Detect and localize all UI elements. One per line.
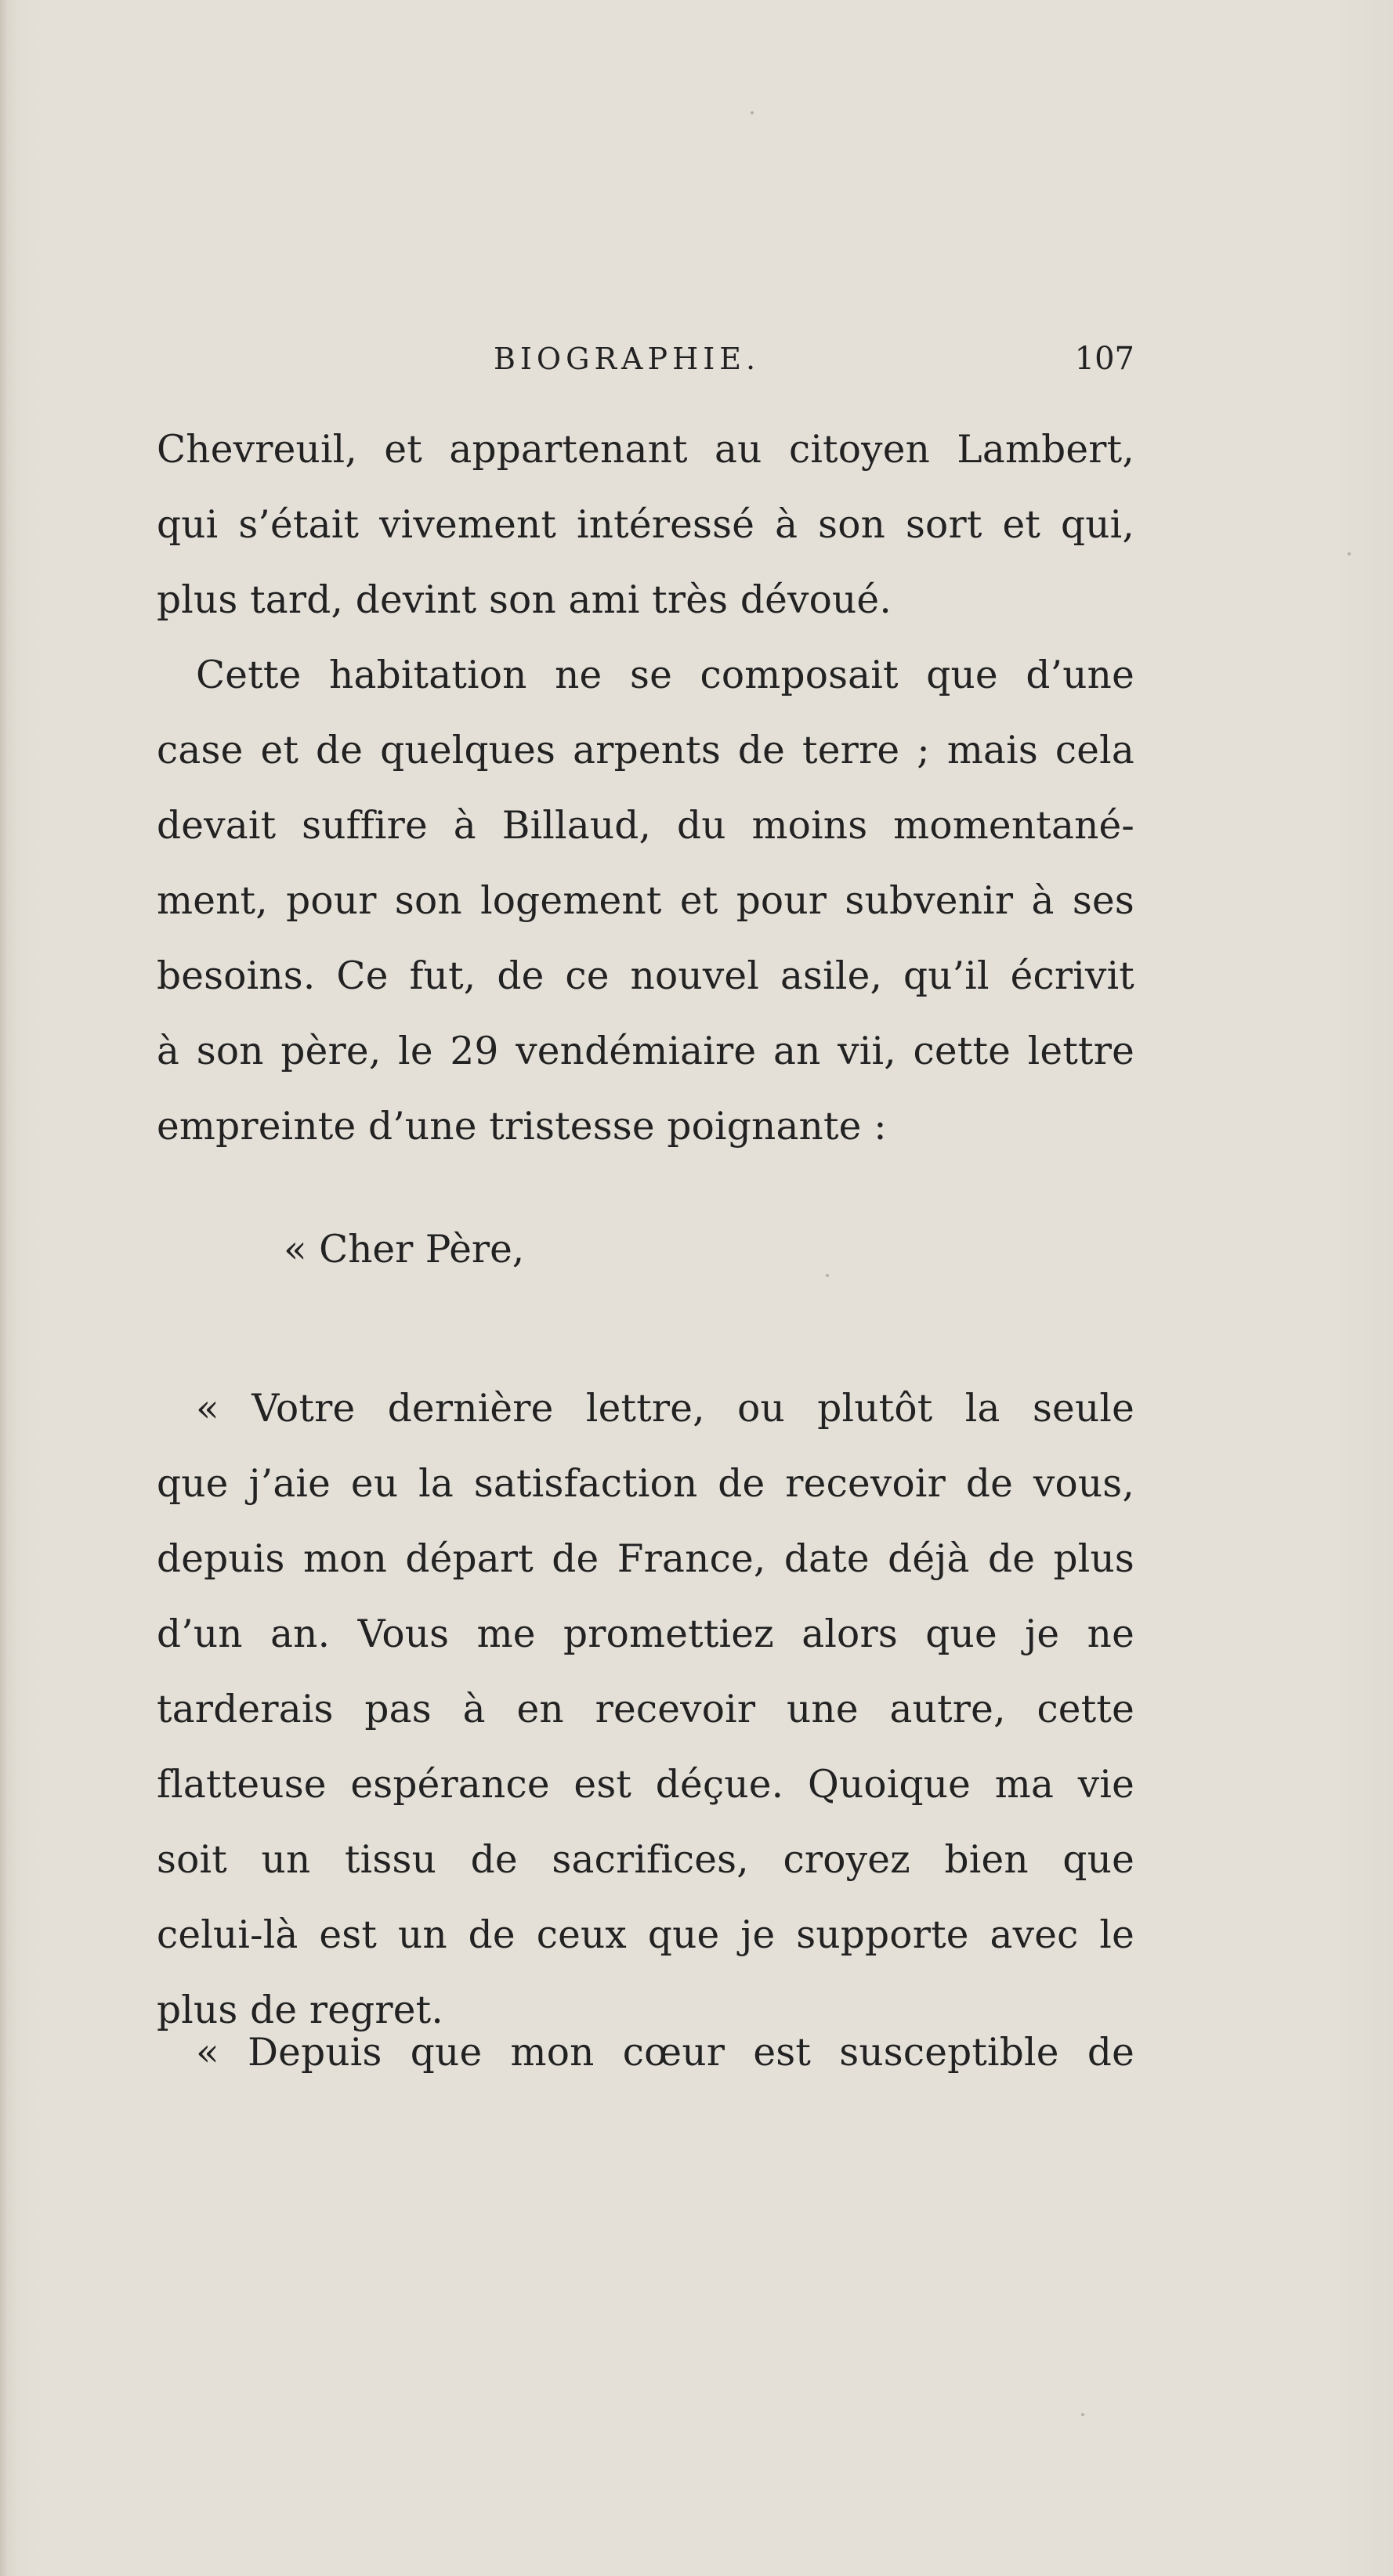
- letter-text: [157, 1371, 1134, 2048]
- running-head: BIOGRAPHIE.: [494, 342, 761, 376]
- text-line: qui s’était vivement intéressé à son sort et qui,: [157, 503, 1134, 547]
- page-edge: [0, 0, 8, 2576]
- text-line: case et de quelques arpents de terre ; mais cela: [157, 729, 1134, 772]
- paragraph: [157, 2015, 1134, 2090]
- paragraph: [157, 638, 1134, 1164]
- text-line: celui-là est un de ceux que je supporte avec le: [157, 1913, 1134, 1957]
- text-line: besoins. Ce fut, de ce nouvel asile, qu’il écrivit: [157, 954, 1134, 998]
- text-line: Cette habitation ne se composait que d’une: [196, 653, 1134, 697]
- body-text: [157, 412, 1134, 1164]
- text-line: « Depuis que mon cœur est susceptible de: [196, 2031, 1134, 2075]
- letter-text: [157, 2015, 1134, 2090]
- text-line: devait suffire à Billaud, du moins momentané-: [157, 804, 1134, 848]
- text-line: « Votre dernière lettre, ou plutôt la seule: [196, 1387, 1134, 1431]
- text-line: flatteuse espérance est déçue. Quoique ma vie: [157, 1763, 1134, 1807]
- text-line: ment, pour son logement et pour subvenir à ses: [157, 879, 1134, 923]
- page-header: [165, 335, 1134, 382]
- paper-speck: [1348, 552, 1351, 555]
- text-line: Chevreuil, et appartenant au citoyen Lambert,: [157, 428, 1134, 472]
- text-line: d’un an. Vous me promettiez alors que je ne: [157, 1612, 1134, 1656]
- text-line: plus de regret.: [157, 1988, 443, 2032]
- paper-speck: [826, 1274, 829, 1277]
- letter-salutation: « Cher Père,: [284, 1228, 525, 1272]
- paper-speck: [751, 111, 754, 114]
- text-line: plus tard, devint son ami très dévoué.: [157, 578, 892, 622]
- text-line: tarderais pas à en recevoir une autre, cette: [157, 1688, 1134, 1731]
- page-number: 107: [1074, 341, 1134, 377]
- text-line: depuis mon départ de France, date déjà de plus: [157, 1537, 1134, 1581]
- text-line: empreinte d’une tristesse poignante :: [157, 1105, 887, 1149]
- paragraph: [157, 412, 1134, 638]
- text-line: que j’aie eu la satisfaction de recevoir de vous,: [157, 1462, 1134, 1506]
- paragraph: [157, 1371, 1134, 2048]
- text-line: soit un tissu de sacrifices, croyez bien que: [157, 1838, 1134, 1882]
- paper-speck: [1081, 2413, 1084, 2416]
- text-line: à son père, le 29 vendémiaire an vii, cette lettre: [157, 1029, 1134, 1073]
